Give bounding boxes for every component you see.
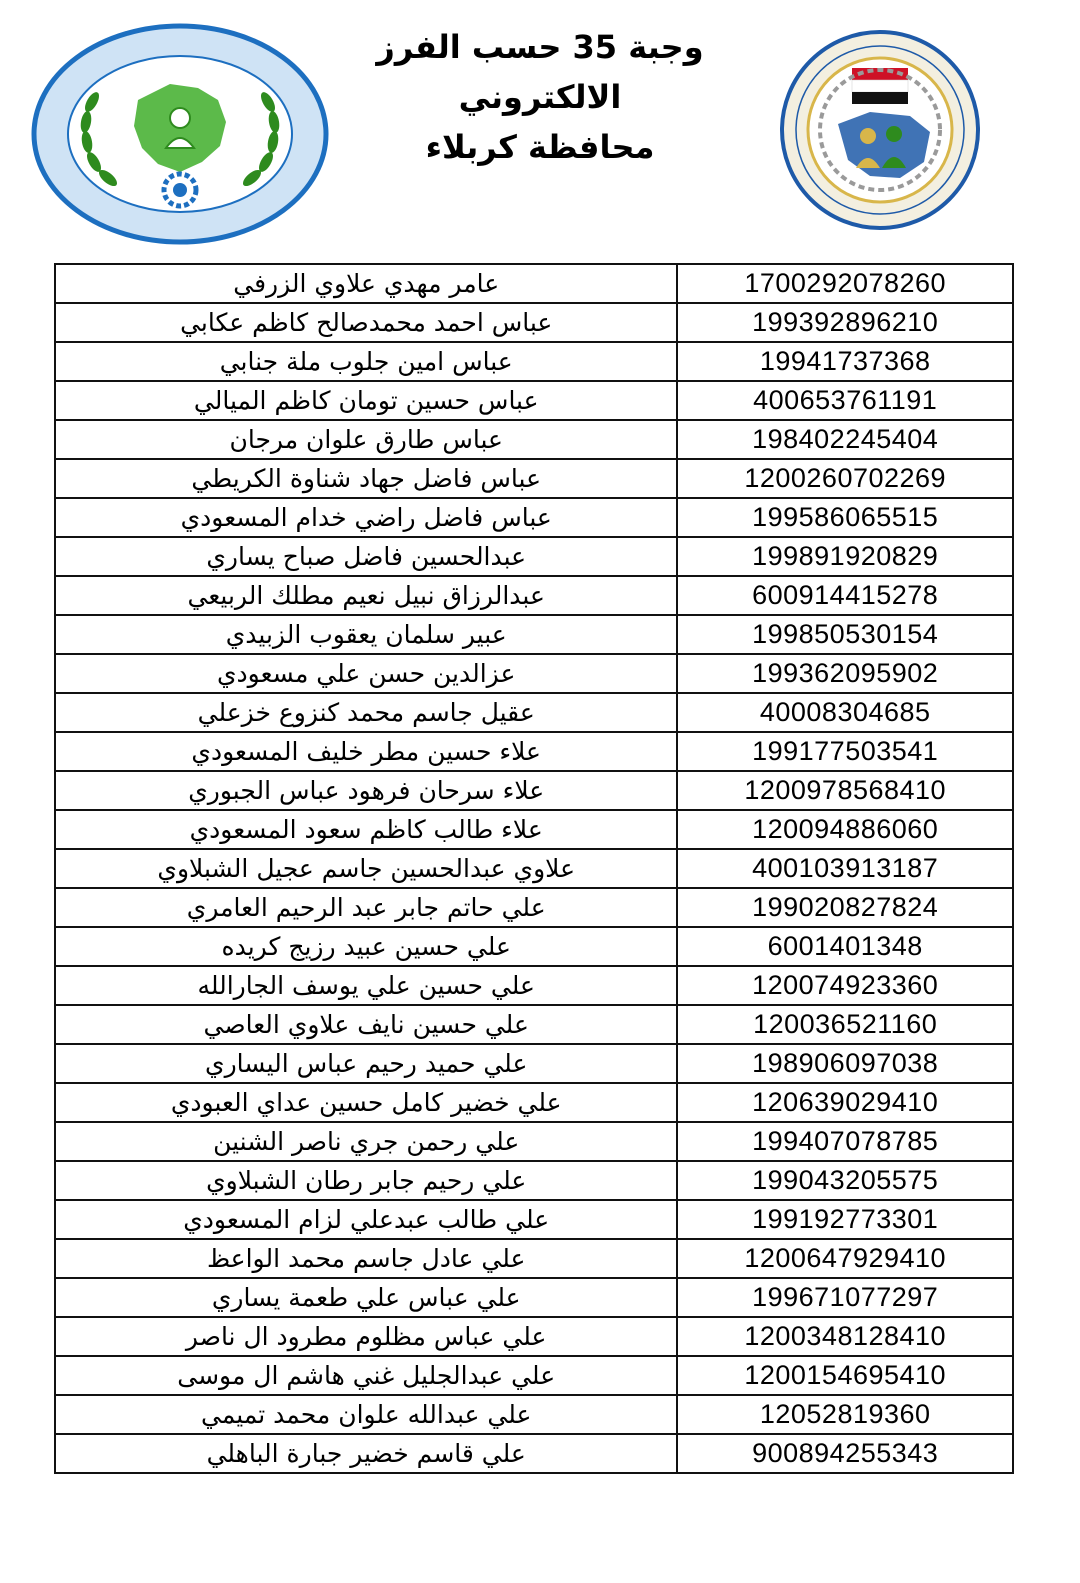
table-row xyxy=(55,420,1013,459)
table-row xyxy=(55,849,1013,888)
person-name-cell: علاء طالب كاظم سعود المسعودي xyxy=(55,810,677,849)
person-name-cell: علي عباس علي طعمة يساري xyxy=(55,1278,677,1317)
table-row xyxy=(55,1122,1013,1161)
person-name-cell: عباس امين جلوب ملة جنابي xyxy=(55,342,677,381)
person-name-cell: علاء حسين مطر خليف المسعودي xyxy=(55,732,677,771)
ministry-logo xyxy=(760,28,1000,233)
page-header xyxy=(0,0,1080,260)
vocational-training-logo-graphic xyxy=(30,22,330,247)
person-name-cell: علي حسين عبيد رزيج كريده xyxy=(55,927,677,966)
table-row xyxy=(55,264,1013,303)
person-name-cell: عباس حسين تومان كاظم الميالي xyxy=(55,381,677,420)
title-province-line: محافظة كربلاء xyxy=(425,128,655,166)
person-name-cell: علي حاتم جابر عبد الرحيم العامري xyxy=(55,888,677,927)
id-number-cell: 400653761191 xyxy=(677,381,1013,420)
id-number-cell: 120074923360 xyxy=(677,966,1013,1005)
person-name-cell: عباس طارق علوان مرجان xyxy=(55,420,677,459)
id-number-cell: 198402245404 xyxy=(677,420,1013,459)
table-row xyxy=(55,1161,1013,1200)
id-number-cell: 120036521160 xyxy=(677,1005,1013,1044)
vocational-training-logo xyxy=(30,22,330,247)
document-title xyxy=(300,22,780,172)
table-row xyxy=(55,303,1013,342)
table-row xyxy=(55,498,1013,537)
table-row xyxy=(55,1434,1013,1473)
title-batch-line: وجبة 35 حسب الفرز الالكتروني xyxy=(376,28,704,116)
id-number-cell: 1200348128410 xyxy=(677,1317,1013,1356)
id-number-cell: 199020827824 xyxy=(677,888,1013,927)
ministry-logo-english-text xyxy=(1000,28,1001,29)
id-number-cell: 120639029410 xyxy=(677,1083,1013,1122)
person-name-cell: علي قاسم خضير جبارة الباهلي xyxy=(55,1434,677,1473)
table-row xyxy=(55,1005,1013,1044)
id-number-cell: 199043205575 xyxy=(677,1161,1013,1200)
table-row xyxy=(55,1317,1013,1356)
id-number-cell: 19941737368 xyxy=(677,342,1013,381)
table-row xyxy=(55,459,1013,498)
ministry-logo-graphic xyxy=(760,28,1000,233)
id-number-cell: 199891920829 xyxy=(677,537,1013,576)
table-row xyxy=(55,1239,1013,1278)
id-number-cell: 199850530154 xyxy=(677,615,1013,654)
table-row xyxy=(55,927,1013,966)
id-number-cell: 1200647929410 xyxy=(677,1239,1013,1278)
table-row xyxy=(55,654,1013,693)
names-table xyxy=(54,263,1014,1474)
id-number-cell: 199586065515 xyxy=(677,498,1013,537)
table-row xyxy=(55,1356,1013,1395)
person-name-cell: علي عادل جاسم محمد الواعظ xyxy=(55,1239,677,1278)
id-number-cell: 199192773301 xyxy=(677,1200,1013,1239)
table-row xyxy=(55,537,1013,576)
table-row xyxy=(55,888,1013,927)
table-row xyxy=(55,615,1013,654)
table-row xyxy=(55,1044,1013,1083)
person-name-cell: علي رحيم جابر رطان الشبلاوي xyxy=(55,1161,677,1200)
names-table-body xyxy=(55,264,1013,1473)
id-number-cell: 600914415278 xyxy=(677,576,1013,615)
person-name-cell: علاوي عبدالحسين جاسم عجيل الشبلاوي xyxy=(55,849,677,888)
person-name-cell: علي رحمن جري ناصر الشنين xyxy=(55,1122,677,1161)
id-number-cell: 199362095902 xyxy=(677,654,1013,693)
person-name-cell: علي عبدالجليل غني هاشم ال موسى xyxy=(55,1356,677,1395)
id-number-cell: 900894255343 xyxy=(677,1434,1013,1473)
person-name-cell: عبدالرزاق نبيل نعيم مطلك الربيعي xyxy=(55,576,677,615)
table-row xyxy=(55,381,1013,420)
person-name-cell: علي خضير كامل حسين عداي العبودي xyxy=(55,1083,677,1122)
id-number-cell: 1200260702269 xyxy=(677,459,1013,498)
person-name-cell: علي حسين علي يوسف الجارالله xyxy=(55,966,677,1005)
person-name-cell: عبدالحسين فاضل صباح يساري xyxy=(55,537,677,576)
person-name-cell: علاء سرحان فرهود عباس الجبوري xyxy=(55,771,677,810)
table-row xyxy=(55,576,1013,615)
table-row xyxy=(55,771,1013,810)
id-number-cell: 12052819360 xyxy=(677,1395,1013,1434)
person-name-cell: علي طالب عبدعلي لزام المسعودي xyxy=(55,1200,677,1239)
person-name-cell: عباس فاضل راضي خدام المسعودي xyxy=(55,498,677,537)
person-name-cell: عزالدين حسن علي مسعودي xyxy=(55,654,677,693)
table-row xyxy=(55,342,1013,381)
id-number-cell: 199671077297 xyxy=(677,1278,1013,1317)
person-name-cell: عقيل جاسم محمد كنزوع خزعلي xyxy=(55,693,677,732)
ministry-logo-arabic-text xyxy=(1000,28,1001,29)
table-row xyxy=(55,1395,1013,1434)
id-number-cell: 1200154695410 xyxy=(677,1356,1013,1395)
id-number-cell: 40008304685 xyxy=(677,693,1013,732)
id-number-cell: 120094886060 xyxy=(677,810,1013,849)
person-name-cell: عباس احمد محمدصالح كاظم عكابي xyxy=(55,303,677,342)
table-row xyxy=(55,1083,1013,1122)
id-number-cell: 199407078785 xyxy=(677,1122,1013,1161)
person-name-cell: علي حميد رحيم عباس اليساري xyxy=(55,1044,677,1083)
table-row xyxy=(55,810,1013,849)
id-number-cell: 1700292078260 xyxy=(677,264,1013,303)
id-number-cell: 199177503541 xyxy=(677,732,1013,771)
table-row xyxy=(55,1200,1013,1239)
table-row xyxy=(55,732,1013,771)
person-name-cell: علي عباس مظلوم مطرود ال ناصر xyxy=(55,1317,677,1356)
table-row xyxy=(55,1278,1013,1317)
table-row xyxy=(55,693,1013,732)
person-name-cell: عباس فاضل جهاد شناوة الكريطي xyxy=(55,459,677,498)
id-number-cell: 1200978568410 xyxy=(677,771,1013,810)
id-number-cell: 198906097038 xyxy=(677,1044,1013,1083)
id-number-cell: 6001401348 xyxy=(677,927,1013,966)
person-name-cell: علي عبدالله علوان محمد تميمي xyxy=(55,1395,677,1434)
table-row xyxy=(55,966,1013,1005)
person-name-cell: عبير سلمان يعقوب الزبيدي xyxy=(55,615,677,654)
id-number-cell: 400103913187 xyxy=(677,849,1013,888)
id-number-cell: 199392896210 xyxy=(677,303,1013,342)
person-name-cell: عامر مهدي علاوي الزرفي xyxy=(55,264,677,303)
person-name-cell: علي حسين نايف علاوي العاصي xyxy=(55,1005,677,1044)
